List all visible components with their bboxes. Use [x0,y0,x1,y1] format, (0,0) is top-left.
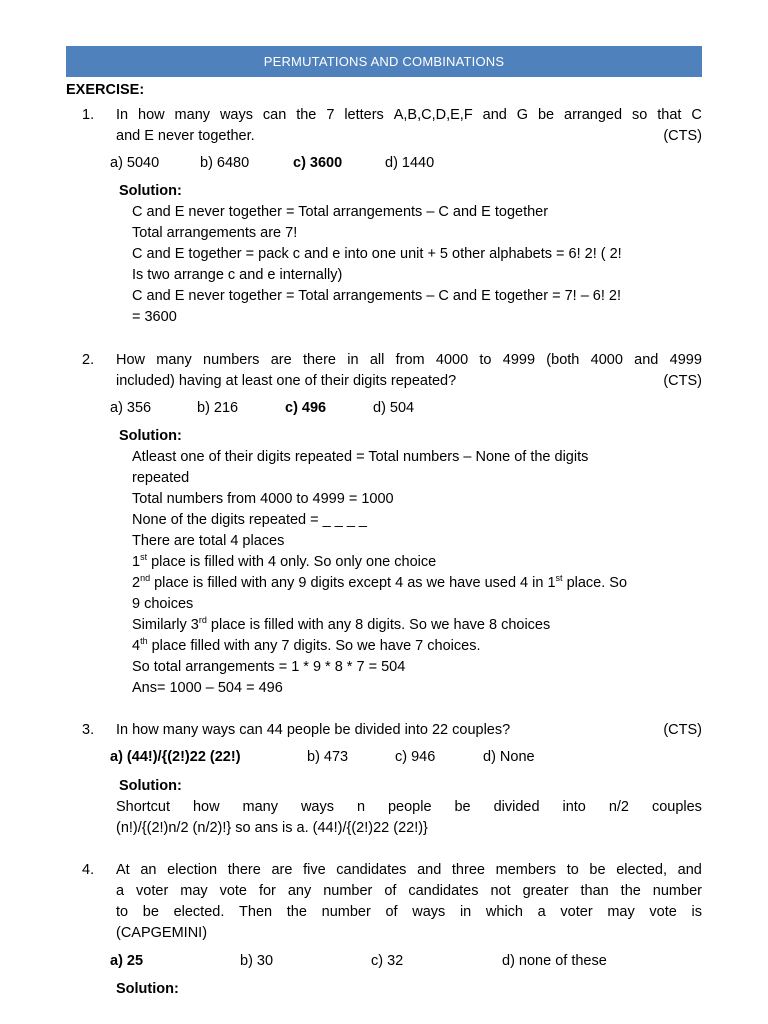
word: many [156,352,192,368]
question-2-source-tag: (CTS) [663,373,702,389]
word: may [180,883,208,899]
question-3-line-1: In how many ways can 44 people be divided into 22 couples? [116,722,511,738]
question-1-solution-label: Solution: [119,183,182,199]
word: be [537,107,555,123]
word: into [562,799,586,815]
word: the [620,883,641,899]
option-b: b) 473 [307,749,349,765]
word: may [607,904,635,920]
q2-place-2-continued: 9 choices [132,596,194,612]
word: there [302,352,336,368]
q1-solution-line: C and E never together = Total arrangements – C and E together = 7! – 6! 2! [132,288,622,304]
q2-place-2-line: 2nd place is filled with any 9 digits except 4 as we have used 4 in 1st place. So [132,573,628,591]
word: to [566,862,579,878]
option-b: b) 216 [197,400,239,416]
option-c-correct: c) 3600 [293,155,343,171]
word: how [192,799,220,815]
question-3-source-tag: (CTS) [663,722,702,738]
q2-solution-line: Atleast one of their digits repeated = Total numbers – None of the digits [132,449,589,465]
word: 4000 [435,352,469,368]
word: n/2 [608,799,629,815]
word: and [634,352,659,368]
word: a [537,904,546,920]
question-2-line-1 [116,350,702,371]
word: Then [239,904,273,920]
word: ways [300,799,334,815]
question-3-options [0,747,768,768]
word: people [387,799,432,815]
word: n [356,799,366,815]
question-1-line-2: and E never together. [116,128,255,144]
question-4-line-4: (CAPGEMINI) [116,925,208,941]
word: How [116,352,146,368]
option-a: a) 5040 [110,155,160,171]
q2-place-3-line: Similarly 3rd place is filled with any 8 digits. So we have 8 choices [132,615,551,633]
q2-solution-line: Total numbers from 4000 to 4999 = 1000 [132,491,394,507]
question-2-line-2: included) having at least one of their digits repeated? [116,373,457,389]
word: members [495,862,557,878]
word: and [417,862,442,878]
word: arranged [564,107,623,123]
q1-solution-line: Total arrangements are 7! [132,225,298,241]
question-3-shortcut-line-2: (n!)/{(2!)n/2 (n/2)!} so ans is a. (44!)/{(2!)22 (22!)} [116,820,428,836]
word: ways [412,904,446,920]
option-b: b) 6480 [200,155,250,171]
word: of [385,904,398,920]
q2-place-4-line: 4th place filled with any 7 digits. So we have 7 choices. [132,636,481,654]
question-4-number: 4. [82,862,95,878]
word: be [142,904,159,920]
question-4-line-2 [116,881,702,902]
question-3-shortcut-line-1 [116,797,702,818]
q1-solution-line: = 3600 [132,309,177,325]
word: (both [546,352,580,368]
word: 7 [326,107,335,123]
option-a-correct: a) (44!)/{(2!)22 (22!) [110,749,241,765]
word: voter [136,883,169,899]
option-d: d) None [483,749,535,765]
word: voter [560,904,593,920]
word: At [116,862,130,878]
word: couples [651,799,702,815]
word: of [384,883,397,899]
word: candidates [336,862,407,878]
word: can [262,107,287,123]
word: any [287,883,312,899]
option-a: a) 356 [110,400,152,416]
word: which [485,904,523,920]
word: 4999 [669,352,702,368]
question-4-solution-label: Solution: [116,981,179,997]
option-b: b) 30 [240,953,274,969]
word: ways [219,107,253,123]
word: letters [344,107,384,123]
question-4-options [0,951,768,972]
q2-solution-line: None of the digits repeated = _ _ _ _ [132,512,367,528]
word: C [691,107,702,123]
option-d: d) none of these [502,953,607,969]
question-2-options [0,398,768,419]
word: to [116,904,129,920]
word: in [347,352,359,368]
word: an [140,862,157,878]
word: A,B,C,D,E,F [393,107,473,123]
word: number [652,883,702,899]
word: be [454,799,471,815]
option-d: d) 1440 [385,155,435,171]
word: and [677,862,702,878]
word: a [116,883,125,899]
option-c: c) 946 [395,749,436,765]
word: election [167,862,218,878]
word: divided [493,799,540,815]
q1-solution-line: Is two arrange c and e internally) [132,267,343,283]
word: Shortcut [116,799,170,815]
word: 4999 [502,352,536,368]
q2-solution-line: repeated [132,470,190,486]
option-d: d) 504 [373,400,415,416]
word: how [138,107,165,123]
word: three [451,862,485,878]
option-c-correct: c) 496 [285,400,327,416]
word: is [691,904,702,920]
word: many [242,799,278,815]
word: greater [522,883,569,899]
word: vote [649,904,677,920]
word: from [395,352,425,368]
question-1-line-1 [116,105,702,126]
word: and [482,107,507,123]
question-2-number: 2. [82,352,95,368]
word: numbers [203,352,260,368]
word: 4000 [590,352,623,368]
word: vote [219,883,248,899]
question-4-line-3 [116,902,702,923]
word: so [631,107,648,123]
word: in [459,904,472,920]
word: number [321,904,371,920]
question-4-line-1 [116,860,702,881]
word: elected. [173,904,225,920]
q2-place-1-line: 1st place is filled with 4 only. So only one choice [132,552,437,570]
exercise-label: EXERCISE: [66,82,145,98]
word: that [657,107,682,123]
word: be [589,862,606,878]
word: not [490,883,511,899]
question-1-number: 1. [82,107,95,123]
page-title: PERMUTATIONS AND COMBINATIONS [66,46,702,77]
q1-solution-line: C and E never together = Total arrangements – C and E together [132,204,549,220]
option-a-correct: a) 25 [110,953,144,969]
word: candidates [408,883,479,899]
q1-solution-line: C and E together = pack c and e into one unit + 5 other alphabets = 6! 2! ( 2! [132,246,622,262]
word: the [286,904,307,920]
word: the [296,107,317,123]
word: number [323,883,373,899]
q2-total-line: So total arrangements = 1 * 9 * 8 * 7 = 504 [132,659,406,675]
question-1-options [0,153,768,174]
word: all [369,352,385,368]
word: for [258,883,276,899]
word: than [580,883,609,899]
word: many [174,107,211,123]
word: G [516,107,529,123]
word: are [271,862,293,878]
q2-answer-line: Ans= 1000 – 504 = 496 [132,680,283,696]
word: are [270,352,292,368]
word: In [116,107,129,123]
word: there [227,862,261,878]
option-c: c) 32 [371,953,404,969]
question-3-solution-label: Solution: [119,778,182,794]
q2-solution-line: There are total 4 places [132,533,285,549]
word: to [479,352,492,368]
question-3-number: 3. [82,722,95,738]
question-2-solution-label: Solution: [119,428,182,444]
question-1-source-tag: (CTS) [663,128,702,144]
word: five [303,862,326,878]
word: elected, [616,862,667,878]
